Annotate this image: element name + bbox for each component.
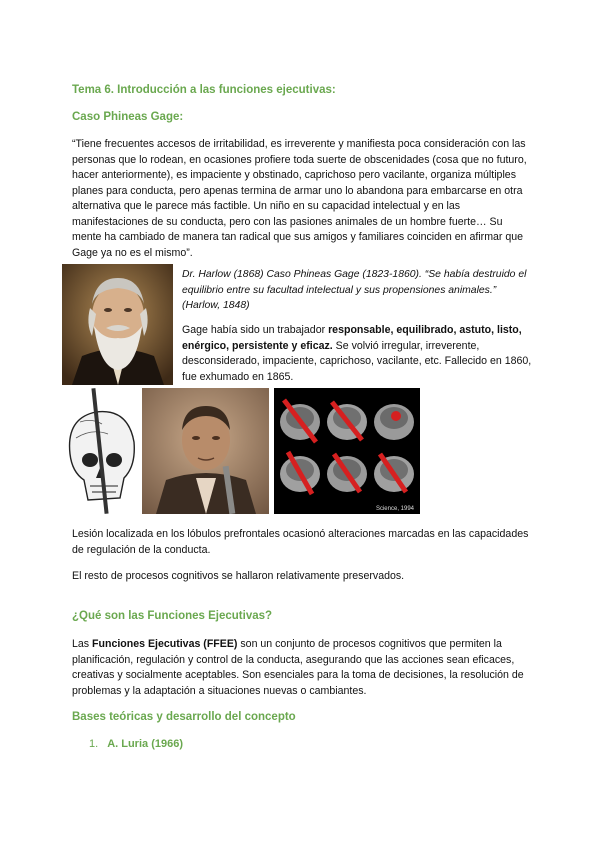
heading-bases-teoricas: Bases teóricas y desarrollo del concepto [72,711,296,723]
resto-paragraph: El resto de procesos cognitivos se hallaron relativamente preservados. [72,570,405,582]
list-item-label: A. Luria (1966) [107,738,183,750]
harlow-citation: Dr. Harlow (1868) Caso Phineas Gage (1823-1860). “Se había destruido el equilibrio entre su facultad intelectual y sus propensiones animales.” (Harlow, 1848) [182,269,527,311]
gage-rest: Se volvió irregular, irreverente, desconsiderado, impaciente, caprichoso, vacilante, etc. Fallecido en 1860, fue exhumado en 1865. [182,339,532,383]
heading-caso-phineas-gage: Caso Phineas Gage: [72,111,184,123]
gage-paragraph [182,323,532,385]
skull-with-rod-image [62,388,140,514]
ffee-term-bold: Funciones Ejecutivas (FFEE) [92,638,238,650]
ffee-paragraph [72,637,532,699]
phineas-gage-photo [142,388,269,514]
gage-traits-bold: responsable, equilibrado, astuto, listo, enérgico, persistente y eficaz. [182,324,522,352]
lesion-paragraph: Lesión localizada en los lóbulos prefrontales ocasionó alteraciones marcadas en las capacidades de regulación de la conducta. [72,528,529,556]
quote-paragraph: “Tiene frecuentes accesos de irritabilidad, es irreverente y manifiesta poca consideración con las personas que lo rodean, en ocasiones profiere toda suerte de obscenidades (cosa que no futuro, hacer anteriormente), es impaciente y obstinado, caprichoso pero vacilante, organiza múltiples planes para conducta, pero apenas termina de armar uno lo abandona para embarcarse en otra alternativa que le parece más factible. Un niño en su capacidad intelectual y en las manifestaciones de su conducta, pero con las pasiones animales de un hombre fuerte… Su mente ha cambiado de manera tan radical que sus amigos y familiares coinciden en afirmar que Gage ya no es el mismo”. [72,138,527,259]
image-credit: Science, 1994 [375,506,414,512]
harlow-portrait-image [62,264,173,385]
gage-intro: Gage había sido un trabajador [182,324,329,336]
ffee-rest: son un conjunto de procesos cognitivos que permiten la planificación, regulación y control de la conducta, asegurando que las acciones sean eficaces, creativas y socialmente aceptables. Son esenciales para la toma de decisiones, la resolución de problemas y la adaptación a situaciones nuevas o cambiantes. [72,638,524,697]
brain-3-icon [374,404,414,440]
ffee-prefix: Las [72,638,93,650]
heading-que-son-ffee: ¿Qué son las Funciones Ejecutivas? [72,610,273,622]
heading-tema: Tema 6. Introducción a las funciones ejecutivas: [72,84,336,96]
brain-reconstruction-image [274,388,420,514]
list-item [89,738,183,750]
list-item-number: 1. [89,738,99,750]
